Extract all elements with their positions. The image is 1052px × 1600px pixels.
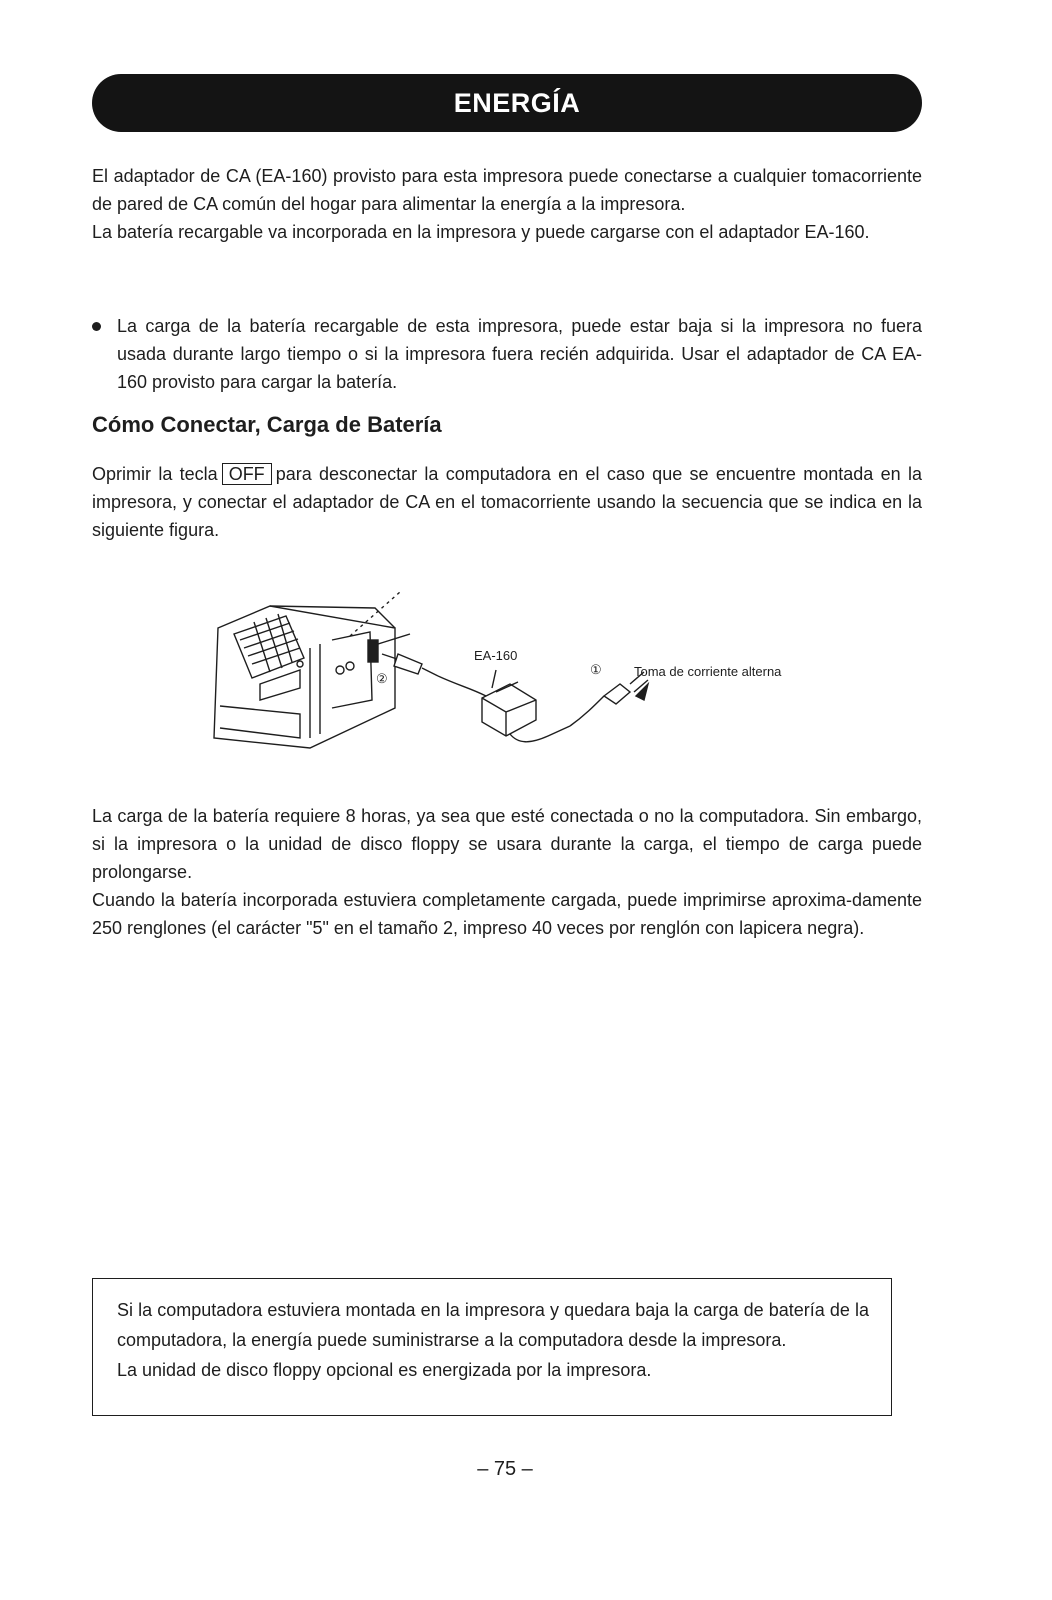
note-paragraph-2: La unidad de disco floppy opcional es energizada por la impresora. [117, 1360, 652, 1380]
bullet-text: La carga de la batería recargable de esta impresora, puede estar baja si la impresora no fuera usada durante largo tiempo o si la impresora fuera recién adquirida. Usar el adaptador de CA EA-160 provisto para cargar la batería. [117, 316, 922, 392]
printer-drawing [214, 592, 400, 748]
instruction-paragraph [92, 460, 922, 544]
instruction-text-before: Oprimir la tecla [92, 464, 218, 484]
outlet-label: Toma de corriente alterna [634, 664, 782, 679]
ac-adapter-drawing [482, 670, 648, 742]
intro-paragraph-2: La batería recargable va incorporada en la impresora y puede cargarse con el adaptador EA-160. [92, 222, 870, 242]
step-1-marker: ① [590, 662, 602, 677]
intro-paragraph-1: El adaptador de CA (EA-160) provisto para esta impresora puede conectarse a cualquier tomacorriente de pared de CA común del hogar para alimentar la energía a la impresora. [92, 166, 922, 214]
connection-diagram [200, 588, 840, 758]
note-paragraph-1: Si la computadora estuviera montada en la impresora y quedara baja la carga de batería de la computadora, la energía puede suministrarse a la computadora desde la impresora. [117, 1300, 869, 1350]
page-title: ENERGÍA [453, 87, 581, 118]
bullet-item [92, 312, 922, 396]
off-key-label: OFF [222, 463, 272, 485]
adapter-label: EA-160 [474, 648, 518, 663]
section-title-banner [92, 74, 922, 132]
charging-paragraph-2: Cuando la batería incorporada estuviera completamente cargada, puede imprimirse aproxima-damente 250 renglones (el carácter "5" en el tamaño 2, impreso 40 veces por renglón con lapicera negra). [92, 890, 922, 938]
bullet-icon [92, 322, 101, 331]
step-2-marker: ② [376, 671, 388, 686]
connection-figure [200, 588, 840, 758]
page-number: – 75 – [477, 1458, 533, 1480]
charging-paragraph-1: La carga de la batería requiere 8 horas, ya sea que esté conectada o no la computadora. Sin embargo, si la impresora o la unidad de disco floppy se usara durante la carga, el tiempo de carga puede prolongarse. [92, 806, 922, 882]
instruction-text-after: para desconectar la computadora en el caso que se encuentre montada en la impresora, y conectar el adaptador de CA en el tomacorriente usando la secuencia que se indica en la siguiente figura. [92, 464, 922, 540]
note-box [92, 1278, 892, 1416]
section-heading: Cómo Conectar, Carga de Batería [92, 412, 442, 437]
dc-cable-drawing [378, 634, 486, 696]
